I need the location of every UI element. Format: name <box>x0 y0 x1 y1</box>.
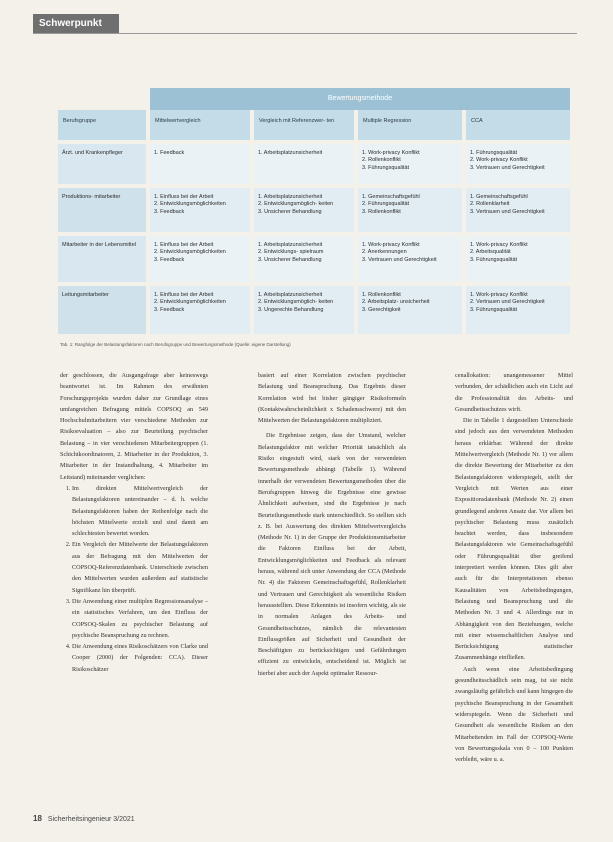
row-label: Ärzt. und Krankenpfleger <box>58 144 146 184</box>
table-row <box>58 144 570 184</box>
list-item: 1. Im direkten Mittelwertvergleich der Belastungsfaktoren untereinander – d. h. welche Belastungsfaktoren haben der Reihenfolge nach die höchsten Mittelwerte erzielt und sind damit am schlechtesten bewertet worden. <box>72 483 208 539</box>
section-tag: Schwerpunkt <box>33 14 119 34</box>
text-column-3 <box>455 370 573 765</box>
column-header: CCA <box>466 110 570 140</box>
table-cell: 1. Work-privacy Konflikt 2. Anerkennungen 3. Vertrauen und Gerechtigkeit <box>358 236 462 282</box>
table-group-header: Bewertungsmethode <box>150 88 570 110</box>
list-item: 4. Die Anwendung eines Risikoschätzers von Clarke und Cooper (2000) der Folgenden: CCA). Dieser Risikoschätzer <box>72 641 208 675</box>
table-cell: 1. Rollenkonflikt 2. Arbeitsplatz- unsicherheit 3. Gerechtigkeit <box>358 286 462 334</box>
method-list <box>60 483 208 675</box>
paragraph: Die Ergebnisse zeigen, dass der Umstand, welcher Belastungsfaktor mit welcher Priorität tatsächlich als Risiko eingestuft wird, stark von der verwendeten Bewertungsmethode abhängt (Tabelle 1). Während innerhalb der verwendeten Bewertungsmethoden über die Berufsgruppen hinweg die Ergebnisse eine gewisse Ähnlichkeit aufweisen, sind die Ergebnisse je nach Beurteilungsmethode stark unterschiedlich. So stellten sich z. B. bei Auswertung des direkten Mittelwertvergleichs (Methode Nr. 1) in der Gruppe der Produktionsmitarbeiter die Faktoren Einfluss bei der Arbeit, Entwicklungsmöglichkeiten und Feedback als relevant heraus, während sich unter Anwendung der CCA (Methode Nr. 4) die Faktoren Gemeinschaftsgefühl, Rollenklarheit und Vertrauen und Gerechtigkeit als wesentliche Risiken herausstellten. Diese Erkenntnis ist insofern wichtig, als sie in normalen Anlagen des Arbeits- und Gesundheitsschutzes, nämlich die relevantesten Einflussgrößen auf Sicherheit und Gesundheit der Beschäftigten zu berücksichtigen und Gefährdungen effizient zu entwickeln, entscheidend ist. Möglich ist hierbei aber auch der Aspekt optimaler Ressour- <box>258 432 406 677</box>
column-header: Mittelwertvergleich <box>150 110 250 140</box>
table-cell: 1. Work-privacy Konflikt 2. Rollenkonflikt 3. Führungsqualität <box>358 144 462 184</box>
row-label: Produktions- mitarbeiter <box>58 188 146 232</box>
journal-name: Sicherheitsingenieur 3/2021 <box>47 816 135 823</box>
table-cell: 1. Einfluss bei der Arbeit 2. Entwicklungsmöglichkeiten 3. Feedback <box>150 188 250 232</box>
table-cell: 1. Arbeitsplatzunsicherheit <box>254 144 354 184</box>
paragraph: cenallokation: unangemessener Mittel verbunden, der schädlichen auch ein Licht auf die Professionalität des Arbeits- und Gesundheitsschutzes wirft. <box>455 372 573 413</box>
list-item: 2. Ein Vergleich der Mittelwerte der Belastungsfaktoren aus der Befragung mit den Mittelwerten der COPSOQ-Referenzdatenbank. Unterschiede zwischen den Mittelwerten wurden außerdem auf statistische Signifikanz hin überprüft. <box>72 539 208 595</box>
table-cell: 1. Arbeitsplatzunsicherheit 2. Entwicklungsmöglich- keiten 3. Unsicherer Behandlung <box>254 188 354 232</box>
table-cell: 1. Einfluss bei der Arbeit 2. Entwicklungsmöglichkeiten 3. Feedback <box>150 236 250 282</box>
paragraph: der geschlossen, die Ausgangsfrage aber keineswegs beantwortet ist. Im Rahmen des erwähnten Forschungsprojekts wurden daher zur Grundlage eines umfangreichen Befragung mittels COPSOQ an 549 Hochschulmitarbeitern vier verschiedene Methoden zur Risikoevaluation – also zur Beurteilung psychischer Belastung – in vier verschiedenen Mitarbeitergruppen (1. Schichtkoordinatoren, 2. Mitarbeiter in der Produktion, 3. Mitarbeiter in der Instandhaltung, 4. Mitarbeiter im Leitstand) miteinander verglichen: <box>60 372 208 481</box>
column-header: Berufsgruppe <box>58 110 146 140</box>
table-row <box>58 286 570 334</box>
header-divider <box>33 33 577 34</box>
table-cell: 1. Führungsqualität 2. Work-privacy Konflikt 3. Vertrauen und Gerechtigkeit <box>466 144 570 184</box>
list-item: 3. Die Anwendung einer multiplen Regressionsanalyse – ein statistisches Verfahren, um den Einfluss der COPSOQ-Skalen zu psychischer Belastung auf psychische Beanspruchung zu rechnen. <box>72 596 208 641</box>
paragraph: basiert auf einer Korrelation zwischen psychischer Belastung und Beanspruchung. Das Ergebnis dieser Korrelation wird bei bisher gängiger Risikoformeln (Kontaktwahrscheinlichkeit x Schadensschwere) mit den Mittelwerten der Belastungsfaktoren multipliziert. <box>258 372 406 425</box>
methods-table <box>58 88 570 335</box>
paragraph: Auch wenn eine Arbeitsbedingung gesundheitsschädlich sein mag, ist sie nicht zwangsläufig gefährlich und kann hingegen die psychische Beanspruchung in der Gesamtheit widerspiegeln. Wenn die Sicherheit und Gesundheit als wesentliche Risiken an den Mitarbeitenden im Fall der COPSOQ-Werte von Bewertungsskala von 0 – 100 Punkten verbleibt, wäre u. a. <box>455 665 573 764</box>
table-cell: 1. Gemeinschaftsgefühl 2. Rollenklarheit 3. Vertrauen und Gerechtigkeit <box>466 188 570 232</box>
page-number: 18 <box>33 814 42 823</box>
table-row <box>58 188 570 232</box>
paragraph: Die in Tabelle 1 dargestellten Unterschiede sind jedoch aus den verwendeten Methoden heraus erklärbar. Während der direkte Mittelwertvergleich (Methode Nr. 1) vor allem die direkte Bewertung der Mitarbeiter zu den Belastungsfaktoren widerspiegelt, stellt der Vergleich mit Werten aus einer Expositionsdatenbank (Methode Nr. 2) einen grundlegend anderen Ansatz dar. Vor allem bei psychischer Belastung muss zusätzlich beachtet werden, dass insbesondere Belastungsfaktoren wie Gemeinschaftsgefühl oder Führungsqualität über greifend interpretiert werden können. Dies gilt aber auch für die Interpretationen ebenso Kausalitäten von Arbeitsbedingungen, Belastung und Beanspruchung und die Methoden Nr. 3 und 4. Allerdings nur in Abhängigkeit von den Beziehungen, welche mit einer wissenschaftlichen Analyse und Berücksichtigung statistischer Zusammenhänge einfließen. <box>455 417 573 662</box>
page-footer <box>33 814 135 823</box>
table-cell: 1. Gemeinschaftsgefühl 2. Führungsqualität 3. Rollenkonflikt <box>358 188 462 232</box>
row-label: Mitarbeiter in der Lebensmittel <box>58 236 146 282</box>
column-header: Vergleich mit Referenzwer- ten <box>254 110 354 140</box>
column-header: Multiple Regression <box>358 110 462 140</box>
row-label: Leitungsmitarbeiter <box>58 286 146 334</box>
table-caption: Tab. 1: Rangfolge der Belastungsfaktoren nach Berufsgruppe und Bewertungsmethode (Quelle: eigene Darstellung) <box>60 342 291 347</box>
table-cell: 1. Einfluss bei der Arbeit 2. Entwicklungsmöglichkeiten 3. Feedback <box>150 286 250 334</box>
table-cell: 1. Arbeitsplatzunsicherheit 2. Entwicklungsmöglich- keiten 3. Ungerechte Behandlung <box>254 286 354 334</box>
table-cell: 1. Work-privacy Konflikt 2. Vertrauen und Gerechtigkeit 3. Führungsqualität <box>466 286 570 334</box>
table-cell: 1. Feedback <box>150 144 250 184</box>
table-cell: 1. Arbeitsplatzunsicherheit 2. Entwicklungs- spielraum 3. Unsicherer Behandlung <box>254 236 354 282</box>
table-row <box>58 236 570 282</box>
text-column-1 <box>60 370 208 675</box>
table-cell: 1. Work-privacy Konflikt 2. Arbeitsqualität 3. Führungsqualität <box>466 236 570 282</box>
text-column-2 <box>258 370 406 679</box>
